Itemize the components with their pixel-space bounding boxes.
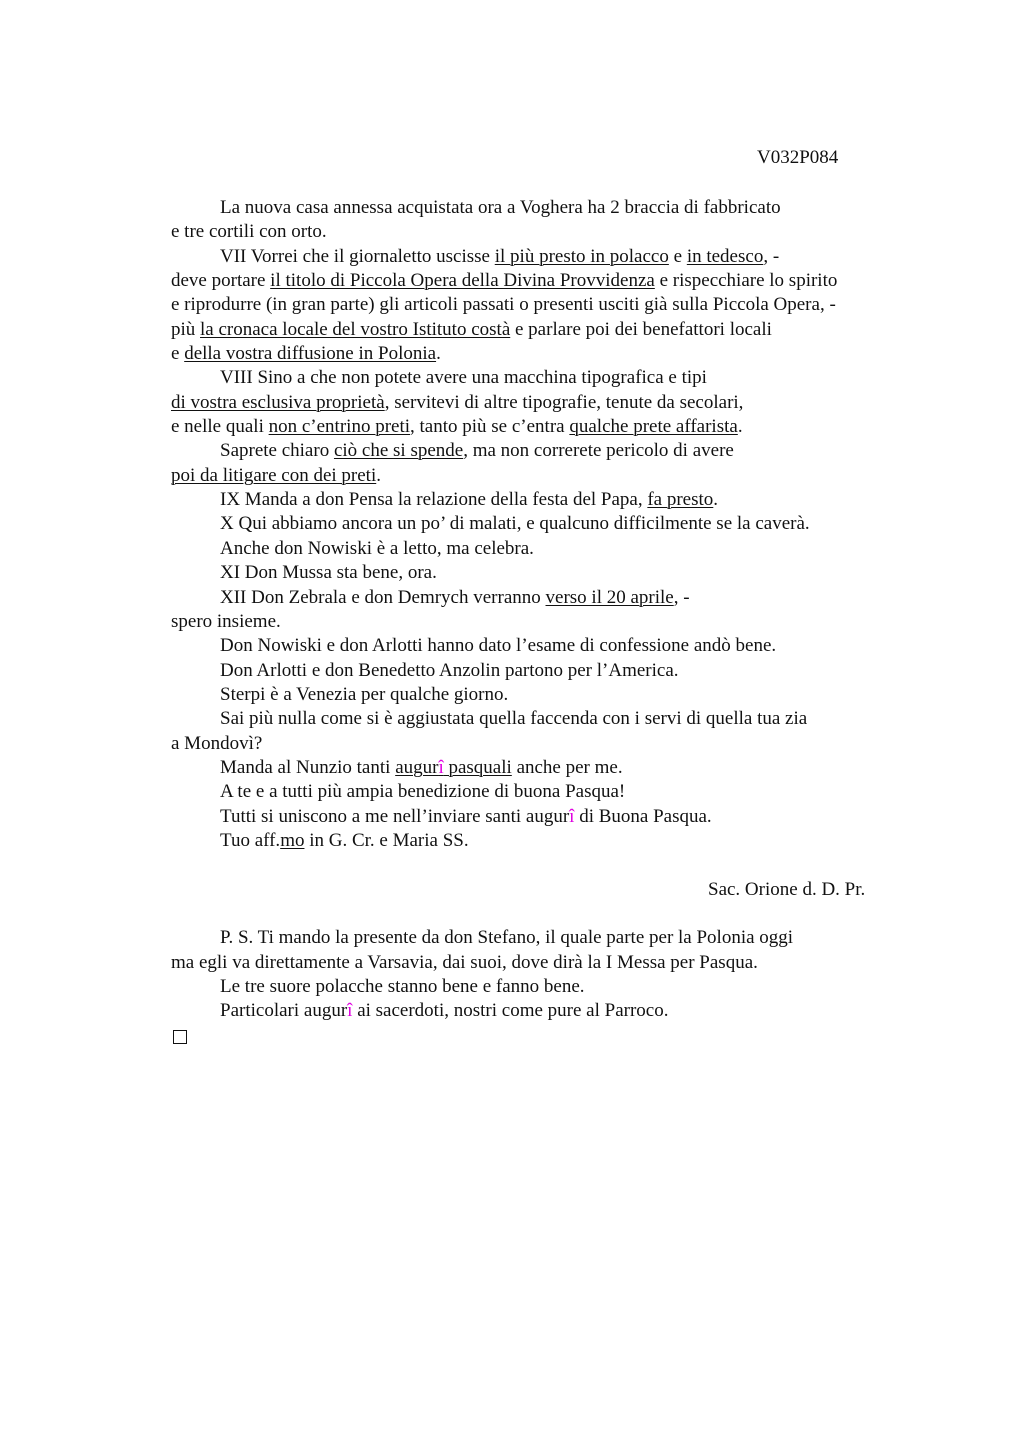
text-segment: , servitevi di altre tipografie, tenute da secolari, (384, 391, 744, 413)
accent-mark: î (569, 805, 575, 827)
text-segment: Particolari augur (220, 1000, 348, 1022)
text-line (171, 829, 911, 853)
text-line (171, 269, 911, 293)
text-segment: spero insieme. (171, 610, 281, 632)
text-segment: Don Arlotti e don Benedetto Anzolin partono per l’America. (220, 659, 679, 681)
text-line (171, 439, 911, 463)
text-segment: IX Manda a don Pensa la relazione della festa del Papa, (220, 489, 648, 511)
text-segment: Saprete chiaro (220, 440, 334, 462)
text-line (171, 220, 911, 244)
text-line (171, 561, 911, 585)
text-line (171, 342, 911, 366)
text-segment: A te e a tutti più ampia benedizione di buona Pasqua! (220, 781, 626, 803)
underlined-text: di vostra esclusiva proprietà (171, 391, 385, 413)
text-segment: Don Nowiski e don Arlotti hanno dato l’esame di confessione andò bene. (220, 635, 777, 657)
text-segment: più (171, 318, 201, 340)
text-segment: Tutti si uniscono a me nell’inviare santi augur (220, 805, 570, 827)
accent-mark: î (438, 756, 444, 778)
text-segment: e rispecchiare lo spirito (654, 270, 838, 292)
text-segment: a Mondovì? (171, 732, 263, 754)
text-line (171, 196, 911, 220)
underlined-text: della vostra diffusione in Polonia (184, 343, 437, 365)
underlined-text: ciò che si spende (333, 440, 464, 462)
text-segment: Anche don Nowiski è a letto, ma celebra. (220, 537, 534, 559)
text-line (171, 683, 911, 707)
text-segment: , ma non correrete pericolo di avere (463, 440, 734, 462)
underlined-text: fa presto (647, 489, 714, 511)
text-segment: anche per me. (511, 756, 623, 778)
text-line (171, 634, 911, 658)
text-segment: Sai più nulla come si è aggiustata quella faccenda con i servi di quella tua zia (220, 708, 808, 730)
text-segment: , - (763, 245, 780, 267)
accent-mark: î (347, 1000, 353, 1022)
text-segment: e riprodurre (in gran parte) gli articoli passati o presenti usciti già sulla Piccola Opera, - (171, 294, 836, 316)
text-segment: ma egli va direttamente a Varsavia, dai suoi, dove dirà la I Messa per Pasqua. (171, 951, 758, 973)
underlined-text (395, 757, 512, 778)
underlined-text: qualche prete affarista (569, 416, 738, 438)
underlined-text: in tedesco (686, 245, 764, 267)
text-line (171, 488, 911, 512)
text-line (171, 391, 911, 415)
text-segment: pasquali (443, 756, 512, 778)
ps-line (171, 999, 911, 1023)
text-segment: . (737, 416, 743, 438)
text-line (171, 780, 911, 804)
text-line (171, 293, 911, 317)
signature: Sac. Orione d. D. Pr. (708, 878, 866, 900)
letter-body (171, 196, 911, 1048)
page-identifier: V032P084 (757, 147, 839, 168)
text-line (171, 318, 911, 342)
text-line (171, 756, 911, 780)
text-segment: XII Don Zebrala e don Demrych verranno (220, 586, 546, 608)
text-line (171, 537, 911, 561)
text-segment: VII Vorrei che il giornaletto uscisse (220, 245, 495, 267)
text-segment: , - (673, 586, 690, 608)
text-segment: Le tre suore polacche stanno bene e fanno bene. (220, 976, 585, 997)
text-segment: di Buona Pasqua. (574, 805, 712, 827)
text-line (171, 512, 911, 536)
text-segment: deve portare (171, 270, 271, 292)
text-segment: augur (395, 756, 439, 778)
text-line (171, 366, 911, 390)
text-segment: ai sacerdoti, nostri come pure al Parroco. (352, 1000, 669, 1022)
text-segment: . (376, 464, 381, 486)
text-segment: , tanto più se c’entra (410, 416, 570, 438)
text-line (171, 586, 911, 610)
text-segment: . (436, 343, 441, 365)
spacer (171, 902, 911, 926)
square-icon (173, 1030, 187, 1044)
text-line (171, 415, 911, 439)
underlined-text: verso il 20 aprile (545, 586, 674, 608)
spacer (171, 853, 911, 877)
text-line (171, 805, 911, 829)
text-segment: Sterpi è a Venezia per qualche giorno. (220, 683, 509, 705)
underlined-text: il titolo di Piccola Opera della Divina Provvidenza (270, 270, 655, 292)
text-segment: e parlare poi dei benefattori locali (510, 318, 772, 340)
text-line (171, 732, 911, 756)
end-marker (171, 1024, 911, 1048)
underlined-text: non c’entrino preti (268, 416, 411, 438)
underlined-text: il più presto in polacco (494, 245, 669, 267)
underlined-text: mo (280, 829, 305, 851)
ps-line (171, 926, 911, 950)
text-segment: e nelle quali (171, 416, 269, 438)
text-segment: X Qui abbiamo ancora un po’ di malati, e qualcuno difficilmente se la caverà. (220, 513, 810, 535)
underlined-text: la cronaca locale del vostro Istituto costà (200, 318, 511, 340)
text-segment: in G. Cr. e Maria SS. (304, 829, 469, 851)
text-segment: Manda al Nunzio tanti (220, 756, 396, 778)
text-line (171, 464, 911, 488)
text-line (171, 610, 911, 634)
text-segment: Tuo aff. (220, 829, 281, 851)
underlined-text: poi da litigare con dei preti (171, 464, 377, 486)
text-segment: P. S. Ti mando la presente da don Stefano, il quale parte per la Polonia oggi (220, 927, 794, 949)
text-line (171, 707, 911, 731)
ps-line (171, 975, 911, 999)
text-segment: VIII Sino a che non potete avere una macchina tipografica e tipi (220, 367, 707, 389)
text-segment: e tre cortili con orto. (171, 221, 327, 243)
text-segment: La nuova casa annessa acquistata ora a Voghera ha 2 braccia di fabbricato (220, 197, 781, 218)
text-segment: e (668, 245, 687, 267)
text-line (171, 245, 911, 269)
text-segment: . (713, 489, 719, 511)
text-segment: e (171, 343, 185, 365)
text-segment: XI Don Mussa sta bene, ora. (220, 562, 437, 584)
text-line (171, 659, 911, 683)
ps-line (171, 951, 911, 975)
